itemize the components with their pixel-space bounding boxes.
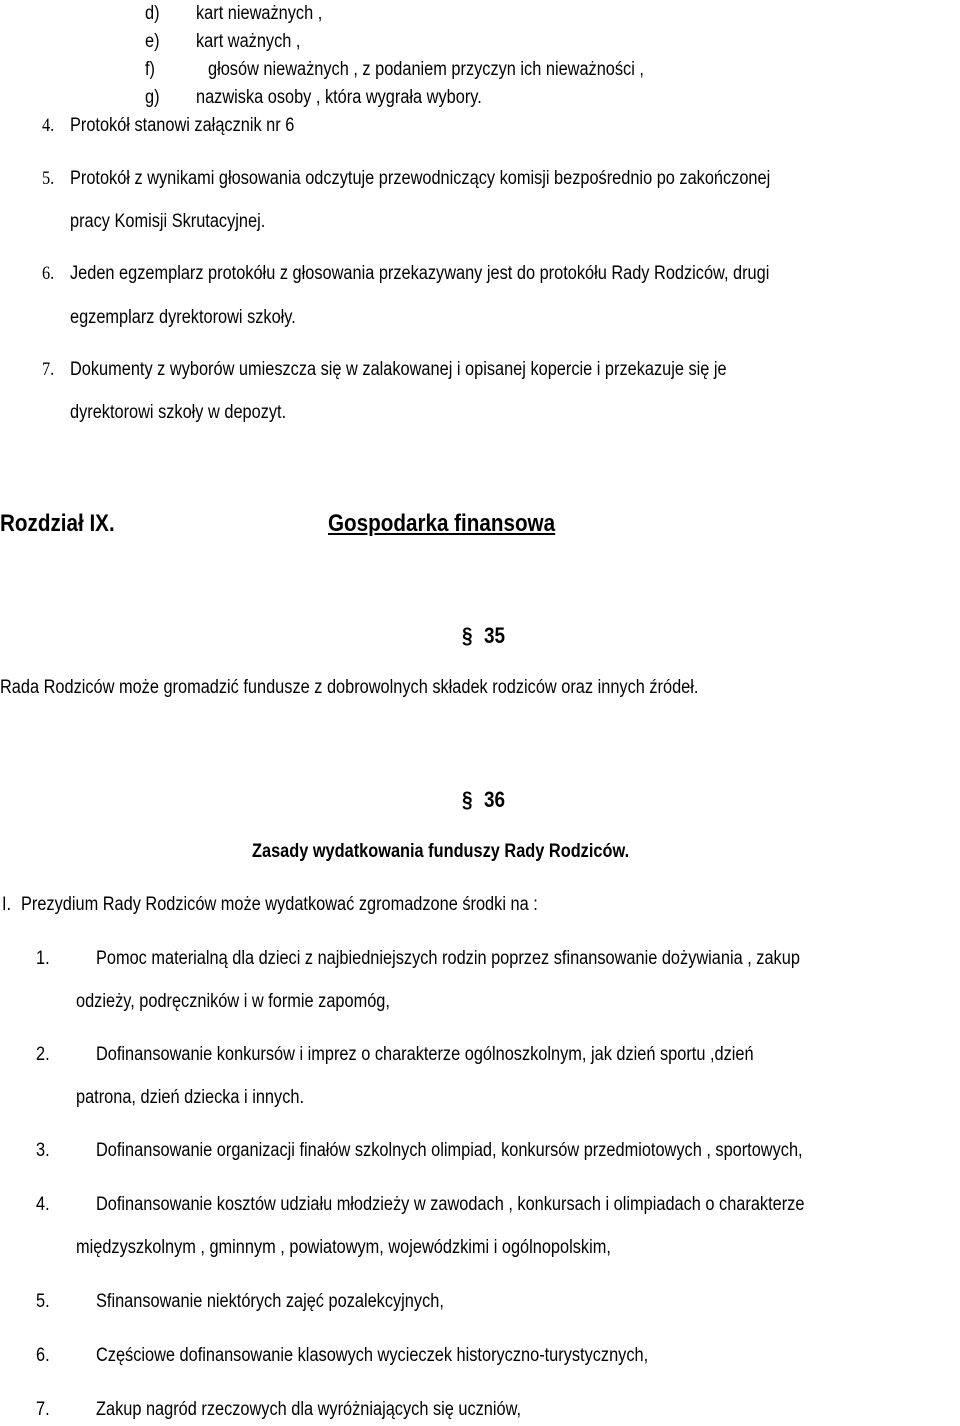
point-text: Protokół stanowi załącznik nr 6 <box>70 115 295 136</box>
list-item-text: odzieży, podręczników i w formie zapomóg, <box>76 991 390 1012</box>
section-sign: § <box>462 787 473 812</box>
list-label: g) <box>145 87 160 108</box>
section-number: 35 <box>484 623 506 648</box>
list-item-text: kart nieważnych , <box>196 3 323 24</box>
point-number: 6. <box>42 263 55 284</box>
section-number: 36 <box>484 787 506 812</box>
list-number: 6. <box>36 1345 50 1366</box>
chapter-title: Gospodarka finansowa <box>328 510 556 537</box>
section-text: Rada Rodziców może gromadzić fundusze z dobrowolnych składek rodziców oraz innych źródeł. <box>0 677 699 698</box>
list-number: 3. <box>36 1140 50 1161</box>
list-item-text: Dofinansowanie kosztów udziału młodzieży w zawodach , konkursach i olimpiadach o charakterze <box>96 1194 805 1215</box>
list-label: e) <box>145 31 160 52</box>
point-number: 4. <box>42 115 55 136</box>
list-item-text: międzyszkolnym , gminnym , powiatowym, wojewódzkimi i ogólnopolskim, <box>76 1237 611 1258</box>
list-item-text: głosów nieważnych , z podaniem przyczyn ich nieważności , <box>208 59 644 80</box>
point-text: dyrektorowi szkoły w depozyt. <box>70 402 287 423</box>
point-number: 7. <box>42 359 55 380</box>
list-item-text: nazwiska osoby , która wygrała wybory. <box>196 87 482 108</box>
list-number: 7. <box>36 1399 50 1420</box>
list-item-text: Sfinansowanie niektórych zajęć pozalekcyjnych, <box>96 1291 444 1312</box>
section-heading: Zasady wydatkowania funduszy Rady Rodziców. <box>252 841 630 862</box>
point-text: Protokół z wynikami głosowania odczytuje przewodniczący komisji bezpośrednio po zakończonej <box>70 168 771 189</box>
intro-text: Prezydium Rady Rodziców może wydatkować zgromadzone środki na : <box>21 894 538 915</box>
list-item-text: Dofinansowanie organizacji finałów szkolnych olimpiad, konkursów przedmiotowych , sportowych, <box>96 1140 803 1161</box>
point-text: pracy Komisji Skrutacyjnej. <box>70 211 266 232</box>
list-number: 5. <box>36 1291 50 1312</box>
list-item-text: Pomoc materialną dla dzieci z najbiedniejszych rodzin poprzez sfinansowanie dożywiania , zakup <box>96 948 800 969</box>
point-number: 5. <box>42 168 55 189</box>
chapter-number: Rozdział IX. <box>0 510 115 537</box>
list-item-text: Dofinansowanie konkursów i imprez o charakterze ogólnoszkolnym, jak dzień sportu ,dzień <box>96 1044 754 1065</box>
list-item-text: Częściowe dofinansowanie klasowych wycieczek historyczno-turystycznych, <box>96 1345 649 1366</box>
list-number: 4. <box>36 1194 50 1215</box>
point-text: Jeden egzemplarz protokółu z głosowania przekazywany jest do protokółu Rady Rodziców, drugi <box>70 263 770 284</box>
point-text: Dokumenty z wyborów umieszcza się w zalakowanej i opisanej kopercie i przekazuje się je <box>70 359 727 380</box>
section-sign: § <box>462 623 473 648</box>
list-number: 1. <box>36 948 50 969</box>
list-label: f) <box>145 59 155 80</box>
list-number: 2. <box>36 1044 50 1065</box>
list-label: d) <box>145 3 160 24</box>
intro-label: I. <box>2 894 12 915</box>
list-item-text: patrona, dzień dziecka i innych. <box>76 1087 304 1108</box>
list-item-text: kart ważnych , <box>196 31 301 52</box>
point-text: egzemplarz dyrektorowi szkoły. <box>70 307 296 328</box>
list-item-text: Zakup nagród rzeczowych dla wyróżniających się uczniów, <box>96 1399 522 1420</box>
